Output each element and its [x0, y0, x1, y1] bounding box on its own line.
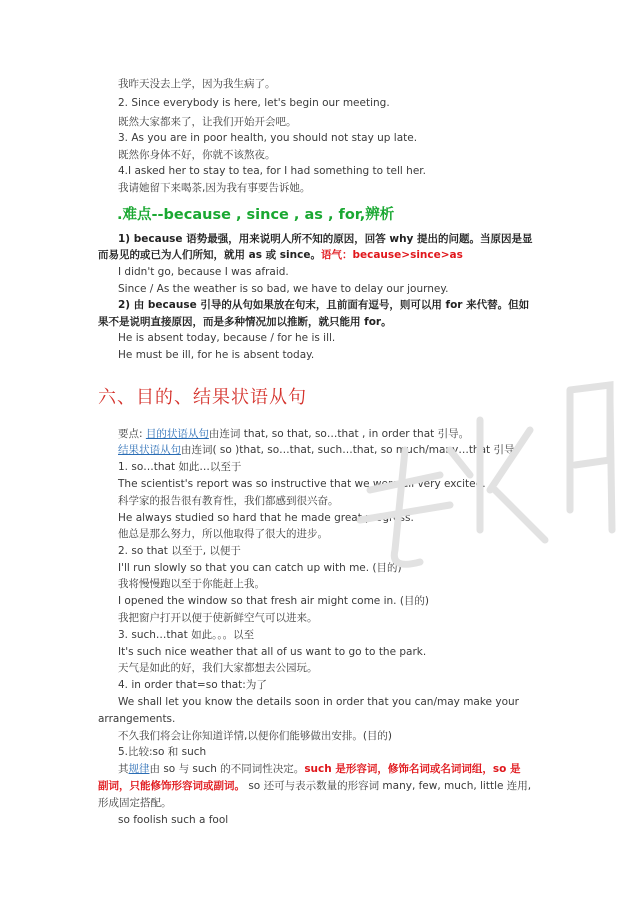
text-line: 1. so…that 如此…以至于 — [118, 461, 242, 473]
example-line: He must be ill, for he is absent today. — [118, 349, 315, 361]
paragraph-bold: 2) 由 because 引导的从句如果放在句末，且前面有逗号，则可以用 for 来代替。但如 — [118, 299, 530, 311]
text-line: 我把窗户打开以便于使新鲜空气可以进来。 — [118, 612, 318, 624]
text-line: 既然你身体不好，你就不该熬夜。 — [118, 149, 276, 161]
text-line: It's such nice weather that all of us want to go to the park. — [118, 646, 427, 658]
paragraph-bold: 1) because 语势最强，用来说明人所不知的原因，回答 why 提出的问题。当原因是显 — [118, 233, 533, 245]
text-line: 2. Since everybody is here, let's begin our meeting. — [118, 97, 390, 109]
text-line: 不久我们将会让你知道详情,以便你们能够做出安排。(目的) — [118, 730, 393, 742]
key-point-line — [118, 443, 525, 457]
text-line: 我昨天没去上学，因为我生病了。 — [118, 78, 276, 90]
text-line: 3. such…that 如此。。。以至 — [118, 629, 255, 641]
tone-note: 语气：because>since>as — [320, 249, 463, 261]
paragraph-bold-continued: 果不是说明直接原因，而是多种情况加以推断，就只能用 for。 — [98, 316, 392, 328]
paragraph-mixed — [98, 248, 463, 262]
text-line: 我请她留下来喝茶,因为我有事要告诉她。 — [118, 182, 311, 194]
key-rest: 由连词 that, so that, so…that , in order that 引导。 — [208, 428, 470, 440]
text-line: arrangements. — [98, 713, 176, 725]
link-rule[interactable]: 规律 — [128, 763, 150, 775]
text-line: I opened the window so that fresh air might come in. (目的) — [118, 595, 430, 607]
text-line: so foolish such a fool — [118, 814, 229, 826]
rule-line — [118, 762, 521, 776]
paragraph-bold-continued: 而易见的或已为人们所知，就用 as 或 since。 — [98, 249, 321, 261]
section-heading-difficulty: .难点--because , since , as , for,辨析 — [117, 207, 395, 223]
text-line: I'll run slowly so that you can catch up with me. (目的) — [118, 562, 402, 574]
text-line: He always studied so hard that he made great progress. — [118, 512, 414, 524]
section-heading-six: 六、目的、结果状语从句 — [98, 387, 307, 408]
rule-prefix: 其 — [118, 763, 129, 775]
text-line: 5.比较:so 和 such — [118, 746, 207, 758]
key-prefix: 要点: — [118, 428, 146, 440]
text-line: 4.I asked her to stay to tea, for I had something to tell her. — [118, 165, 426, 177]
example-line: He is absent today, because / for he is ill. — [118, 332, 336, 344]
text-line: 形成固定搭配。 — [98, 797, 172, 809]
key-point-line — [118, 427, 469, 441]
key-rest: 由连词( so )that, so…that, such…that, so much/many…that 引导。 — [181, 444, 525, 456]
text-line: 2. so that 以至于, 以便于 — [118, 545, 241, 557]
text-line: 4. in order that=so that:为了 — [118, 679, 267, 691]
link-result-clause[interactable]: 结果状语从句 — [118, 444, 181, 456]
text-line: We shall let you know the details soon in order that you can/may make your — [118, 696, 519, 708]
text-line: 3. As you are in poor health, you should not stay up late. — [118, 132, 418, 144]
text-line: 既然大家都来了，让我们开始开会吧。 — [118, 116, 297, 128]
text-line: 天气是如此的好，我们大家都想去公园玩。 — [118, 662, 318, 674]
rule-emphasis: such 是形容词，修饰名词或名词词组，so 是 — [304, 763, 521, 775]
rule-line — [98, 779, 531, 793]
rule-mid: 由 so 与 such 的不同词性决定。 — [149, 763, 305, 775]
text-line: 我将慢慢跑以至于你能赶上我。 — [118, 578, 265, 590]
example-line: Since / As the weather is so bad, we have to delay our journey. — [118, 283, 449, 295]
text-line: The scientist's report was so instructive that we were all very excited. — [118, 478, 486, 490]
rule-emphasis: 副词，只能修饰形容词或副词。 — [98, 780, 245, 792]
text-line: 科学家的报告很有教育性，我们都感到很兴奋。 — [118, 495, 339, 507]
link-purpose-clause[interactable]: 目的状语从句 — [145, 428, 209, 440]
example-line: I didn't go, because I was afraid. — [118, 266, 289, 278]
rule-rest: so 还可与表示数量的形容词 many, few, much, little 连用, — [245, 780, 532, 792]
text-line: 他总是那么努力，所以他取得了很大的进步。 — [118, 528, 328, 540]
